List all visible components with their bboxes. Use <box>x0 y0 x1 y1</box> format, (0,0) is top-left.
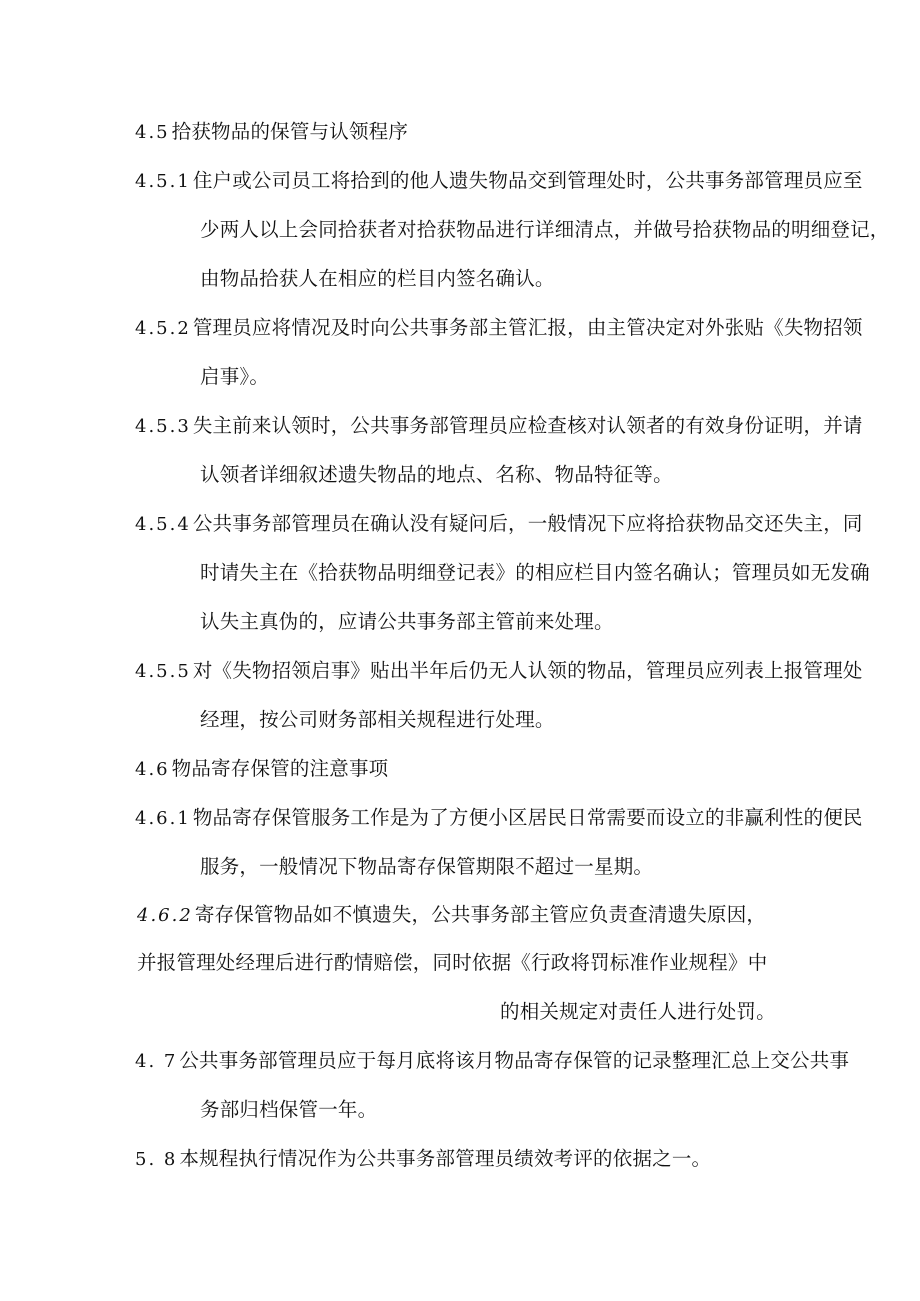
section-text: 住户或公司员工将拾到的他人遗失物品交到管理处时，公共事务部管理员应至 <box>192 169 863 192</box>
section-text: 物品寄存保管服务工作是为了方便小区居民日常需要而设立的非赢利性的便民 <box>192 806 863 829</box>
section-text: 失主前来认领时，公共事务部管理员应检查核对认领者的有效身份证明，并请 <box>192 414 863 437</box>
paragraph-4-5-4-line-3: 认失主真伪的，应请公共事务部主管前来处理。 <box>200 610 614 633</box>
paragraph-4-5-3-line-1 <box>135 413 863 440</box>
section-text: 本规程执行情况作为公共事务部管理员绩效考评的依据之一。 <box>179 1147 712 1170</box>
paragraph-4-5-5-line-2: 经理，按公司财务部相关规程进行处理。 <box>200 708 555 731</box>
section-number: 4.6.1 <box>135 808 191 829</box>
paragraph-4-5-2-line-1 <box>135 315 863 342</box>
section-text: 管理员应将情况及时向公共事务部主管汇报，由主管决定对外张贴《失物招领 <box>192 316 863 339</box>
section-text: 拾获物品的保管与认领程序 <box>171 120 409 143</box>
section-number: 4.6 <box>135 759 170 780</box>
paragraph-4-6-1-line-1 <box>135 805 863 832</box>
section-number: 4. 7 <box>135 1051 178 1072</box>
section-text: 寄存保管物品如不慎遗失，公共事务部主管应负责查清遗失原因， <box>194 903 767 926</box>
paragraph-4-6-1-line-2: 服务，一般情况下物品寄存保管期限不超过一星期。 <box>200 855 654 878</box>
section-text: 对《失物招领启事》贴出半年后仍无人认领的物品，管理员应列表上报管理处 <box>192 659 863 682</box>
paragraph-4-5-3-line-2: 认领者详细叙述遗失物品的地点、名称、物品特征等。 <box>200 463 673 486</box>
paragraph-4-5-4-line-2: 时请失主在《拾获物品明细登记表》的相应栏目内签名确认；管理员如无发确 <box>200 561 870 584</box>
paragraph-4-6-2-line-2: 并报管理处经理后进行酌情赔偿，同时依据《行政将罚标准作业规程》中 <box>137 951 768 974</box>
section-text: 公共事务部管理员应于每月底将该月物品寄存保管的记录整理汇总上交公共事 <box>179 1049 850 1072</box>
paragraph-4-7-line-1 <box>135 1048 849 1075</box>
paragraph-5-8 <box>135 1146 711 1173</box>
section-text: 公共事务部管理员在确认没有疑问后，一般情况下应将拾获物品交还失主，同 <box>192 512 863 535</box>
paragraph-4-5-1-line-3: 由物品拾获人在相应的栏目内签名确认。 <box>200 267 555 290</box>
paragraph-4-5-2-line-2: 启事》。 <box>200 365 270 388</box>
section-number: 4.5 <box>135 122 170 143</box>
paragraph-4-7-line-2: 务部归档保管一年。 <box>200 1098 378 1121</box>
section-heading-4-5 <box>135 119 408 146</box>
paragraph-4-5-4-line-1 <box>135 511 863 538</box>
paragraph-4-5-1-line-1 <box>135 168 863 195</box>
paragraph-4-5-1-line-2: 少两人以上会同拾获者对拾获物品进行详细清点，并做号拾获物品的明细登记， <box>200 218 890 241</box>
section-number: 4.5.5 <box>135 661 191 682</box>
section-number: 4.5.1 <box>135 171 191 192</box>
section-number: 4.5.2 <box>135 318 191 339</box>
paragraph-4-6-2-line-3: 的相关规定对责任人进行处罚。 <box>500 1000 776 1023</box>
paragraph-4-5-5-line-1 <box>135 658 863 685</box>
section-number: 4.5.4 <box>135 514 191 535</box>
section-number: 4.5.3 <box>135 416 191 437</box>
section-heading-4-6 <box>135 756 388 783</box>
paragraph-4-6-2-line-1 <box>137 902 766 929</box>
section-text: 物品寄存保管的注意事项 <box>171 757 389 780</box>
section-number: 4.6.2 <box>137 905 193 926</box>
section-number: 5. 8 <box>135 1149 178 1170</box>
